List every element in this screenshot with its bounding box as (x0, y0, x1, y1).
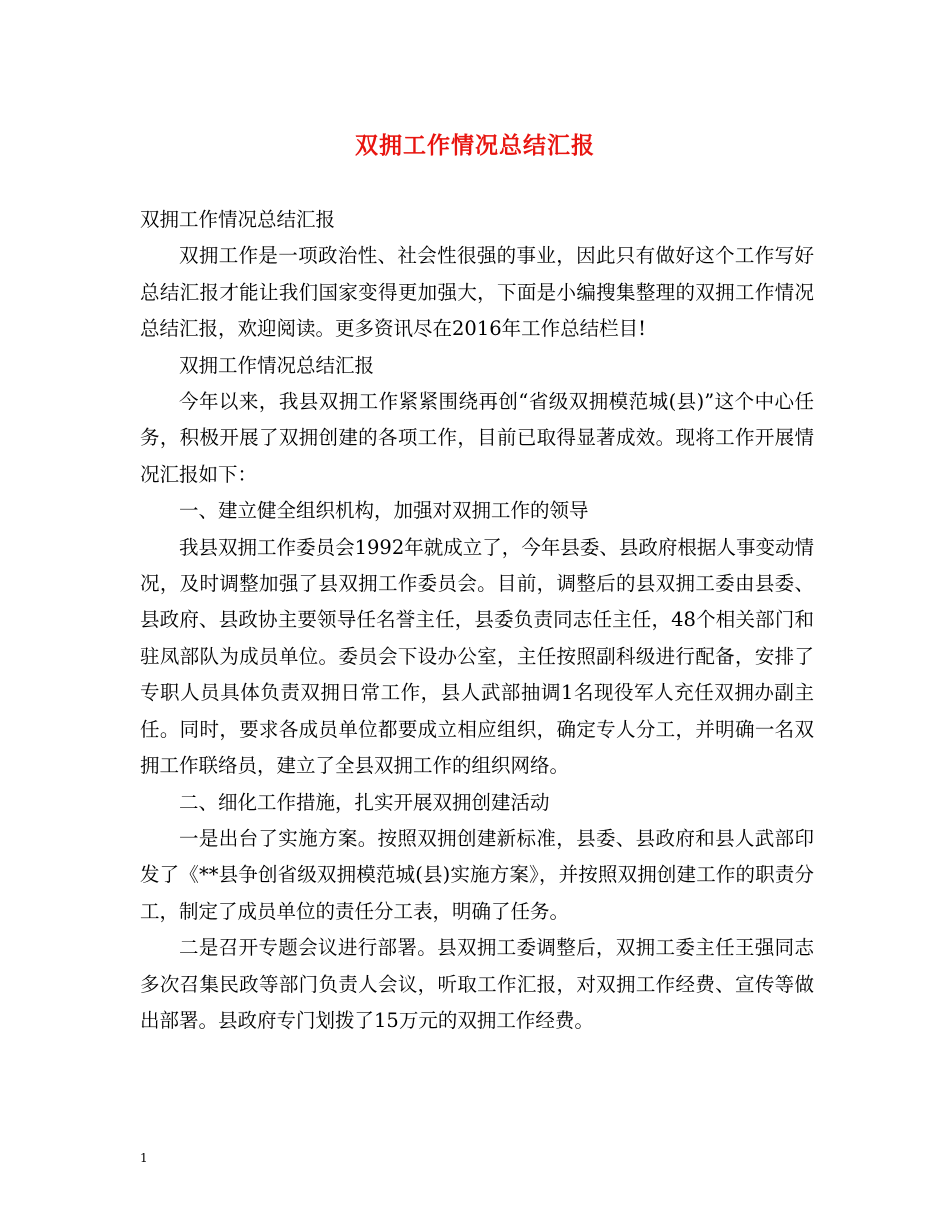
overview-paragraph: 今年以来，我县双拥工作紧紧围绕再创“省级双拥模范城(县)”这个中心任务，积极开展了双拥创建的各项工作，目前已取得显著成效。现将工作开展情况汇报如下： (140, 390, 814, 486)
page-number: 1 (140, 1151, 148, 1165)
subheading-two: 二、细化工作措施，扎实开展双拥创建活动 (179, 790, 550, 814)
document-title: 双拥工作情况总结汇报 (355, 132, 595, 159)
plan-paragraph: 一是出台了实施方案。按照双拥创建新标准，县委、县政府和县人武部印发了《**县争创省级双拥模范城(县)实施方案》，并按照双拥创建工作的职责分工，制定了成员单位的责任分工表，明确了任务。 (140, 826, 814, 923)
document-body (140, 202, 814, 1039)
meeting-paragraph: 二是召开专题会议进行部署。县双拥工委调整后，双拥工委主任王强同志多次召集民政等部门负责人会议，听取工作汇报，对双拥工作经费、宣传等做出部署。县政府专门划拨了15万元的双拥工作经费。 (140, 936, 814, 1032)
subheading-one: 一、建立健全组织机构，加强对双拥工作的领导 (179, 499, 589, 523)
body-heading: 双拥工作情况总结汇报 (140, 208, 336, 231)
organization-paragraph: 我县双拥工作委员会1992年就成立了，今年县委、县政府根据人事变动情况，及时调整加强了县双拥工作委员会。目前，调整后的县双拥工委由县委、县政府、县政协主要领导任名誉主任，县委负责同志任主任，48个相关部门和驻凤部队为成员单位。委员会下设办公室，主任按照副科级进行配备，安排了专职人员具体负责双拥日常工作，县人武部抽调1名现役军人充任双拥办副主任。同时，要求各成员单位都要成立相应组织，确定专人分工，并明确一名双拥工作联络员，建立了全县双拥工作的组织网络。 (140, 535, 814, 778)
intro-paragraph: 双拥工作是一项政治性、社会性很强的事业，因此只有做好这个工作写好总结汇报才能让我们国家变得更加强大，下面是小编搜集整理的双拥工作情况总结汇报，欢迎阅读。更多资讯尽在2016年工作总结栏目! (140, 244, 814, 341)
section-heading: 双拥工作情况总结汇报 (179, 353, 375, 377)
